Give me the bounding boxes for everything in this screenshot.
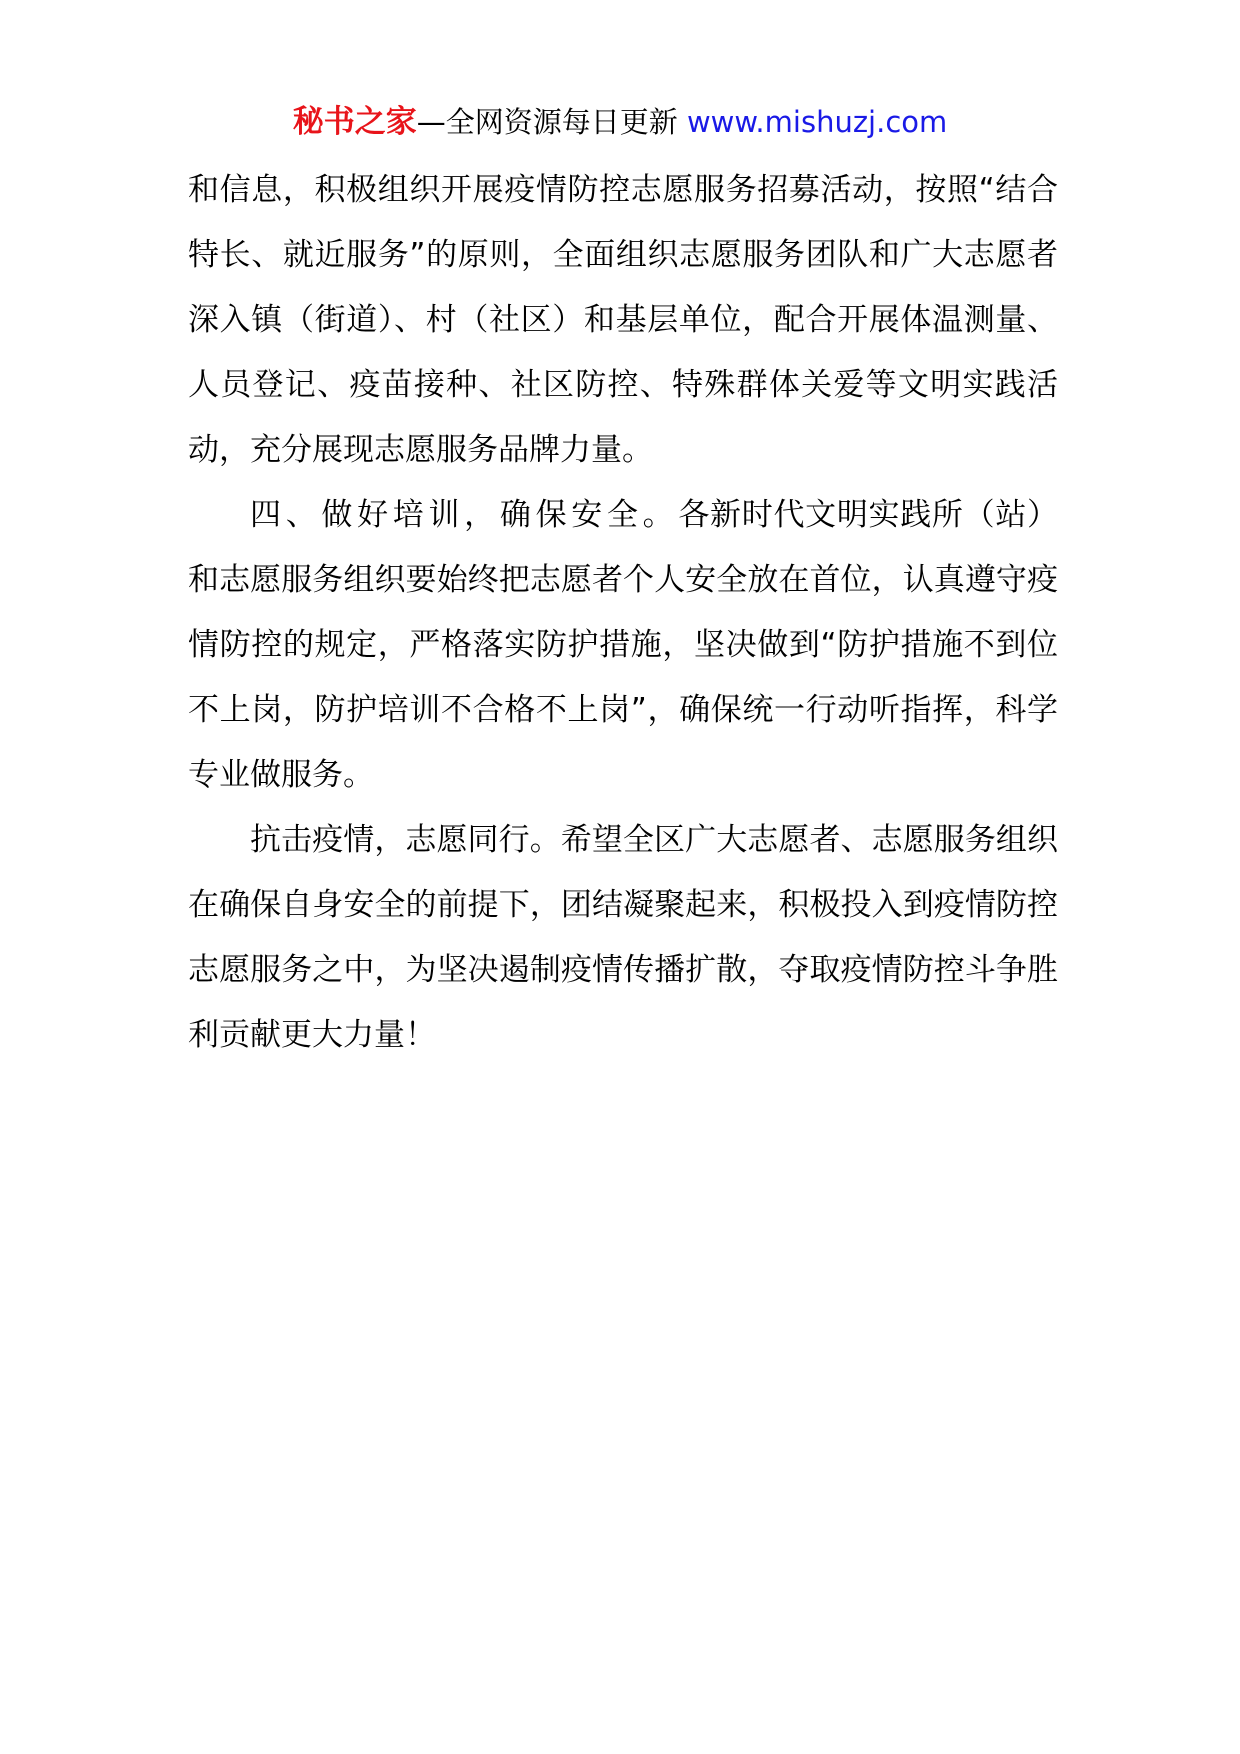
paragraph-body: 各新时代文明实践所（站）和志愿服务组织要始终把志愿者个人安全放在首位，认真遵守疫情防控的规定，严格落实防护措施，坚决做到“防护措施不到位不上岗，防护培训不合格不上岗”，确保统一行动听指挥，科学专业做服务。 (188, 497, 1059, 793)
paragraph-continuation: 和信息，积极组织开展疫情防控志愿服务招募活动，按照“结合特长、就近服务”的原则，全面组织志愿服务团队和广大志愿者深入镇（街道）、村（社区）和基层单位，配合开展体温测量、人员登记、疫苗接种、社区防控、特殊群体关爱等文明实践活动，充分展现志愿服务品牌力量。 (188, 172, 1058, 468)
document-body (188, 158, 1058, 1068)
section-heading: 四、做好培训，确保安全。 (250, 497, 679, 533)
site-tagline: —全网资源每日更新 (416, 105, 687, 139)
site-brand: 秘书之家 (292, 104, 417, 140)
paragraph-closing: 抗击疫情，志愿同行。希望全区广大志愿者、志愿服务组织在确保自身安全的前提下，团结凝聚起来，积极投入到疫情防控志愿服务之中，为坚决遏制疫情传播扩散，夺取疫情防控斗争胜利贡献更大力量！ (188, 822, 1058, 1053)
paragraph-training-safety (188, 483, 1058, 808)
page-header (0, 100, 1240, 144)
site-url-link[interactable]: www.mishuzj.com (686, 105, 948, 139)
